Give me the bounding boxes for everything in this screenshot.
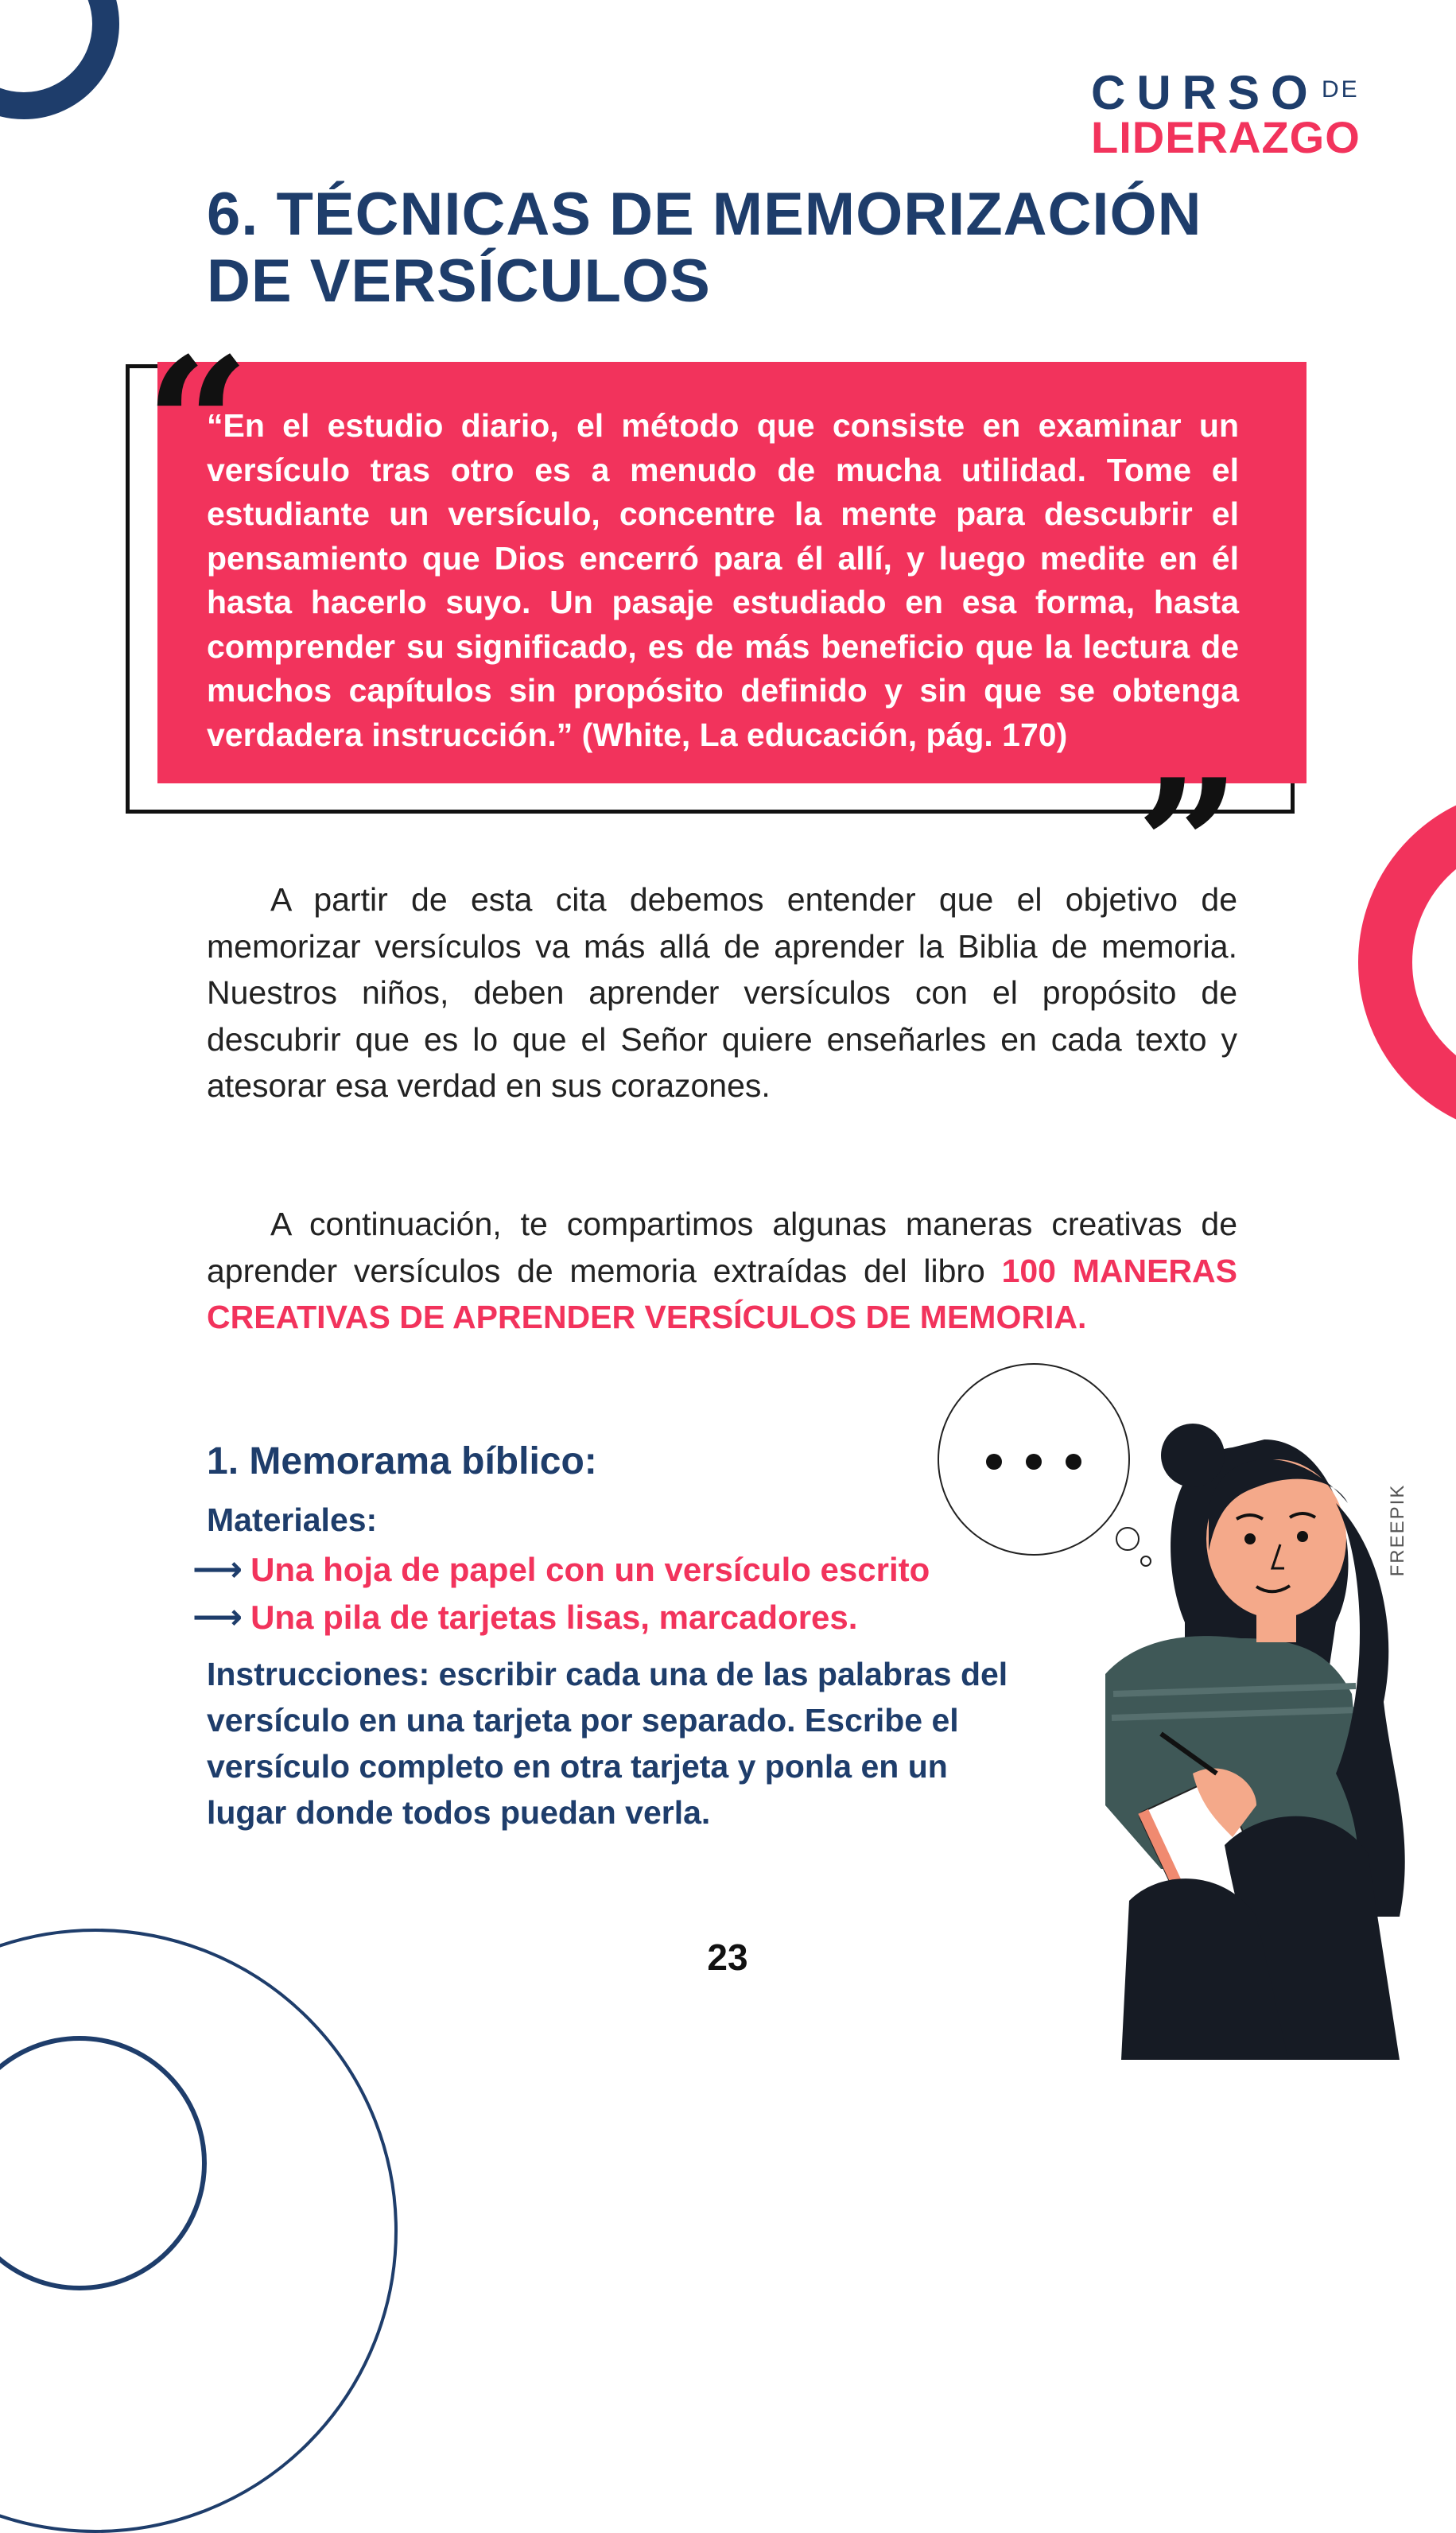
decorative-circle-top-left — [0, 0, 119, 119]
arrow-right-icon: ⟶ — [192, 1598, 243, 1637]
image-credit — [1382, 1483, 1414, 1577]
instructions-text: Instrucciones: escribir cada una de las palabras del versículo en una tarjeta por separado. Escribe el versículo completo en otra tarjeta y ponla en un lugar donde todos puedan verla. — [207, 1656, 1008, 1831]
logo-line2: LIDERAZGO — [1091, 112, 1361, 162]
credit-text: FREEPIK — [1387, 1483, 1408, 1577]
material-text: Una hoja de papel con un versículo escrito — [250, 1551, 930, 1588]
open-quote-icon: “ — [145, 318, 250, 533]
paragraph-1-text: A partir de esta cita debemos entender que el objetivo de memorizar versículos va más allá de aprender la Biblia de memoria. Nuestros niños, deben aprender versículos con el propósito de descubrir que es lo que el Señor quiere enseñarles en cada texto y atesorar esa verdad en sus corazones. — [207, 881, 1237, 1104]
material-item — [192, 1549, 930, 1590]
body-paragraph-2 — [207, 1201, 1237, 1341]
logo-line1: CURSO — [1091, 66, 1319, 119]
girl-thinking-illustration — [922, 1360, 1431, 2060]
quote-text: “En el estudio diario, el método que consiste en examinar un versículo tras otro es a menudo de mucha utilidad. Tome el estudiante un versículo, concentre la mente para descubrir el pensamiento que Dios encerró para él allí, y luego medite en él hasta hacerlo suyo. Un pasaje estudiado en esa forma, hasta comprender su significado, es de más beneficio que la lectura de muchos capítulos sin propósito definido y sin que se obtenga verdadera instrucción.” (White, La educación, pág. 170) — [207, 407, 1239, 753]
course-logo — [1091, 65, 1361, 162]
technique-title: 1. Memorama bíblico: — [207, 1440, 597, 1482]
book-title-highlight: 100 MANERAS CREATIVAS DE APRENDER VERSÍCULOS DE MEMORIA. — [207, 1252, 1237, 1335]
materials-label: Materiales: — [207, 1502, 378, 1538]
page-title: 6. TÉCNICAS DE MEMORIZACIÓN DE VERSÍCULOS — [207, 181, 1202, 315]
decorative-circle-right — [1358, 787, 1456, 1137]
close-quote-icon: ” — [1136, 740, 1241, 954]
page-number: 23 — [707, 1937, 748, 1978]
logo-line1-suffix: DE — [1322, 76, 1360, 103]
body-paragraph-1 — [207, 876, 1237, 1109]
material-item — [192, 1597, 857, 1638]
arrow-right-icon: ⟶ — [192, 1550, 243, 1589]
paragraph-2-text: A continuación, te compartimos algunas maneras creativas de aprender versículos de memoria extraídas del libro — [207, 1206, 1237, 1289]
material-text: Una pila de tarjetas lisas, marcadores. — [250, 1599, 858, 1636]
